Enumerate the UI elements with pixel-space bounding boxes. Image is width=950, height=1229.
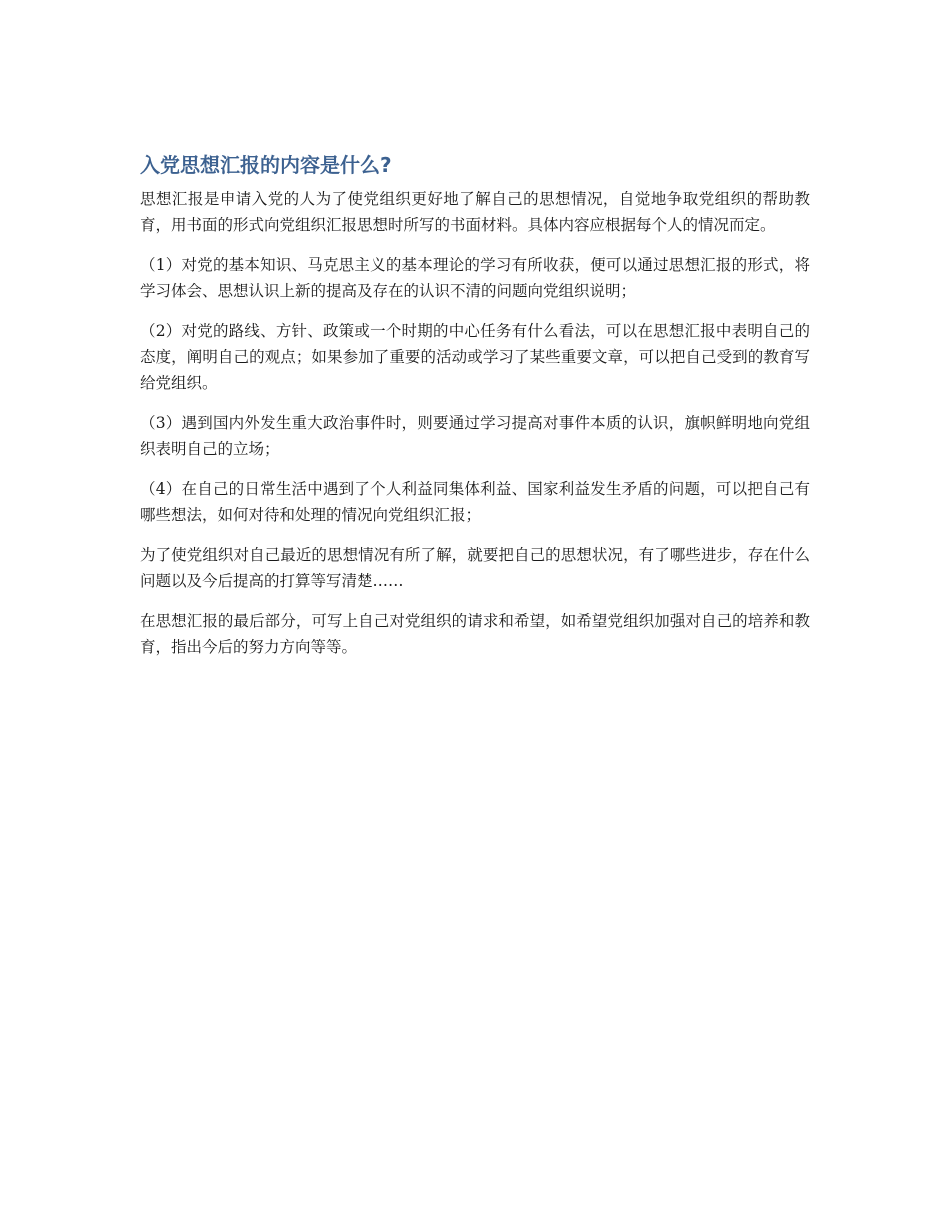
closing-paragraph: 在思想汇报的最后部分，可写上自己对党组织的请求和希望，如希望党组织加强对自己的培养和教育，指出今后的努力方向等等。 <box>140 612 810 656</box>
point-3-paragraph: （3）遇到国内外发生重大政治事件时，则要通过学习提高对事件本质的认识，旗帜鲜明地向党组织表明自己的立场； <box>140 414 810 458</box>
summary-paragraph: 为了使党组织对自己最近的思想情况有所了解，就要把自己的思想状况，有了哪些进步，存在什么问题以及今后提高的打算等写清楚…… <box>140 546 810 590</box>
document-page <box>140 150 810 674</box>
point-4-paragraph: （4）在自己的日常生活中遇到了个人利益同集体利益、国家利益发生矛盾的问题，可以把自己有哪些想法，如何对待和处理的情况向党组织汇报； <box>140 480 810 524</box>
point-2-paragraph: （2）对党的路线、方针、政策或一个时期的中心任务有什么看法，可以在思想汇报中表明自己的态度，阐明自己的观点；如果参加了重要的活动或学习了某些重要文章，可以把自己受到的教育写给党组织。 <box>140 322 810 392</box>
document-title: 入党思想汇报的内容是什么? <box>140 153 392 177</box>
point-1-paragraph: （1）对党的基本知识、马克思主义的基本理论的学习有所收获，便可以通过思想汇报的形式，将学习体会、思想认识上新的提高及存在的认识不清的问题向党组织说明； <box>140 256 810 300</box>
intro-paragraph: 思想汇报是申请入党的人为了使党组织更好地了解自己的思想情况，自觉地争取党组织的帮助教育，用书面的形式向党组织汇报思想时所写的书面材料。具体内容应根据每个人的情况而定。 <box>140 190 810 234</box>
